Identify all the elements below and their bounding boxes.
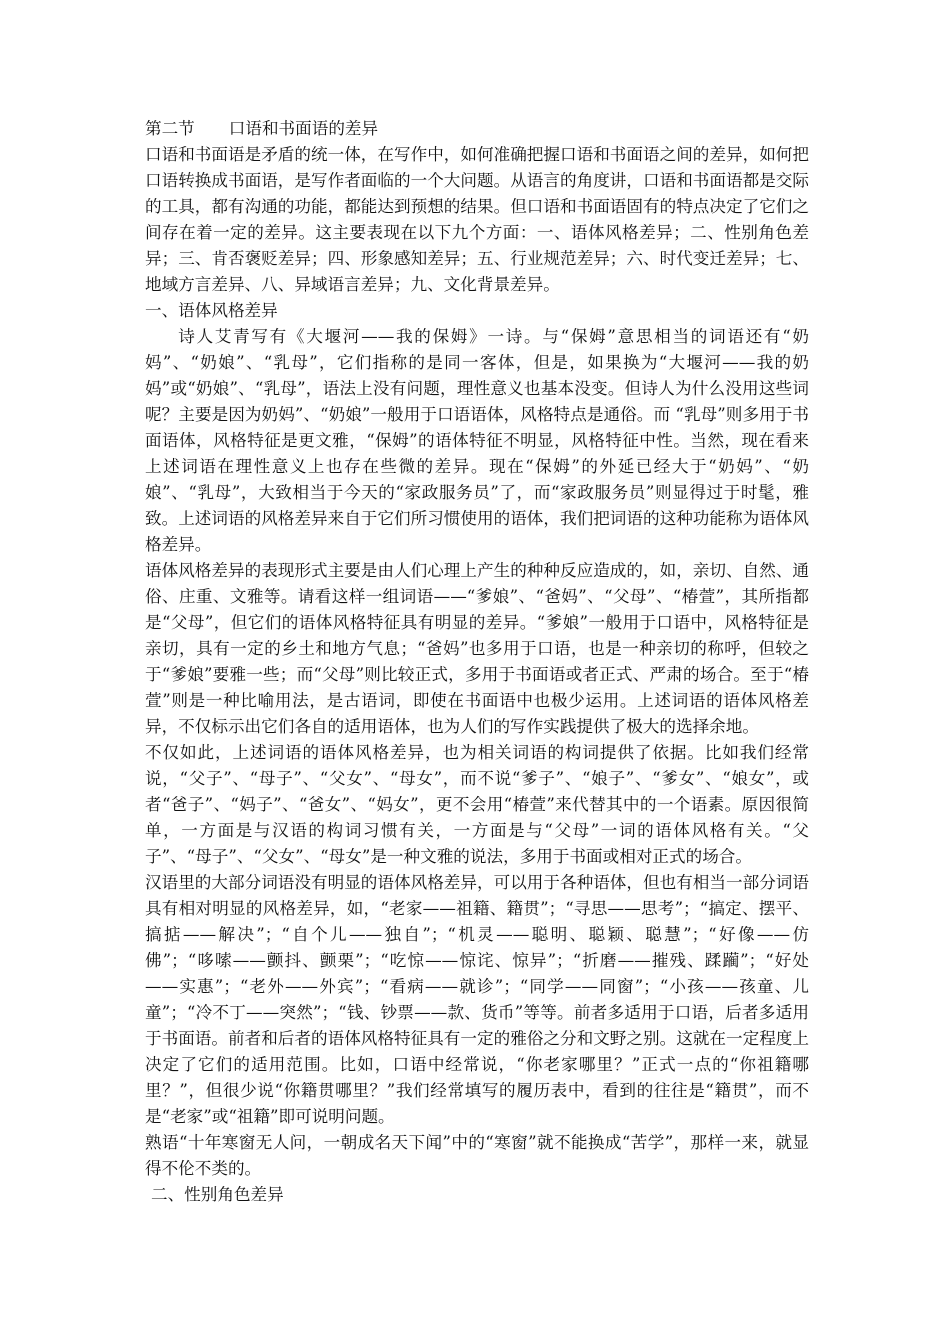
paragraph-word-pairs: 汉语里的大部分词语没有明显的语体风格差异，可以用于各种语体，但也有相当一部分词语具有相对明显的风格差异，如，“老家——祖籍、籍贯”；“寻思——思考”；“搞定、摆平、搞掂——解决”；“自个儿——独自”；“机灵——聪明、聪颖、聪慧”；“好像——仿佛”；“哆嗦——颤抖、颤栗”；“吃惊——惊诧、惊异”；“折磨——摧残、蹂躏”；“好处——实惠”；“老外——外宾”；“看病——就诊”；“同学——同窗”；“小孩——孩童、儿童”；“冷不丁——突然”；“钱、钞票——款、货币”等等。前者多适用于口语，后者多适用于书面语。前者和后者的语体风格特征具有一定的雅俗之分和文野之别。这就在一定程度上决定了它们的适用范围。比如，口语中经常说，“你老家哪里？”正式一点的“你祖籍哪里？”，但很少说“你籍贯哪里？”我们经常填写的履历表中，看到的往往是“籍贯”，而不是“老家”或“祖籍”即可说明问题。 (145, 873, 809, 1126)
paragraph-parent-terms: 语体风格差异的表现形式主要是由人们心理上产生的种种反应造成的，如，亲切、自然、通俗、庄重、文雅等。请看这样一组词语——“爹娘”、“爸妈”、“父母”、“椿萱”，其所指都是“父母”，但它们的语体风格特征具有明显的差异。“爹娘”一般用于口语中，风格特征是亲切，具有一定的乡土和地方气息；“爸妈”也多用于口语，也是一种亲切的称呼，但较之于“爹娘”要雅一些；而“父母”则比较正式，多用于书面语或者正式、严肃的场合。至于“椿萱”则是一种比喻用法，是古语词，即使在书面语中也极少运用。上述词语的语体风格差异，不仅标示出它们各自的适用语体，也为人们的写作实践提供了极大的选择余地。 (145, 561, 809, 736)
intro-paragraph: 口语和书面语是矛盾的统一体，在写作中，如何准确把握口语和书面语之间的差异，如何把口语转换成书面语，是写作者面临的一个大问题。从语言的角度讲，口语和书面语都是交际的工具，都有沟通的功能，都能达到预想的结果。但口语和书面语固有的特点决定了它们之间存在着一定的差异。这主要表现在以下九个方面：一、语体风格差异；二、性别角色差异；三、肯否褒贬差异；四、形象感知差异；五、行业规范差异；六、时代变迁差异；七、地域方言差异、八、异域语言差异；九、文化背景差异。 (145, 145, 809, 294)
section-number: 第二节 (145, 119, 195, 138)
subheading-gender-difference: 二、性别角色差异 (151, 1185, 284, 1204)
subheading-style-difference: 一、语体风格差异 (145, 301, 278, 320)
paragraph-word-formation: 不仅如此，上述词语的语体风格差异，也为相关词语的构词提供了依据。比如我们经常说，“父子”、“母子”、“父女”、“母女”，而不说“爹子”、“娘子”、“爹女”、“娘女”，或者“爸子”、“妈子”、“爸女”、“妈女”，更不会用“椿萱”来代替其中的一个语素。原因很简单，一方面是与汉语的构词习惯有关，一方面是与“父母”一词的语体风格有关。“父子”、“母子”、“父女”、“母女”是一种文雅的说法，多用于书面或相对正式的场合。 (145, 743, 809, 866)
document-body (145, 116, 809, 1208)
paragraph-idiom: 熟语“十年寒窗无人问，一朝成名天下闻”中的“寒窗”就不能换成“苦学”，那样一来，就显得不伦不类的。 (145, 1133, 809, 1178)
paragraph-poem-example: 诗人艾青写有《大堰河——我的保姆》一诗。与“保姆”意思相当的词语还有“奶妈”、“奶娘”、“乳母”，它们指称的是同一客体，但是，如果换为“大堰河——我的奶妈”或“奶娘”、“乳母”，语法上没有问题，理性意义也基本没变。但诗人为什么没用这些词呢？主要是因为奶妈”、“奶娘”一般用于口语语体，风格特点是通俗。而 “乳母”则多用于书面语体，风格特征是更文雅，“保姆”的语体特征不明显，风格特征中性。当然，现在看来上述词语在理性意义上也存在些微的差异。现在“保姆”的外延已经大于“奶妈”、“奶娘”、“乳母”，大致相当于今天的“家政服务员”了，而“家政服务员”则显得过于时髦，雅致。上述词语的风格差异来自于它们所习惯使用的语体，我们把词语的这种功能称为语体风格差异。 (145, 327, 809, 554)
section-title: 口语和书面语的差异 (228, 119, 379, 138)
section-heading (145, 116, 809, 142)
